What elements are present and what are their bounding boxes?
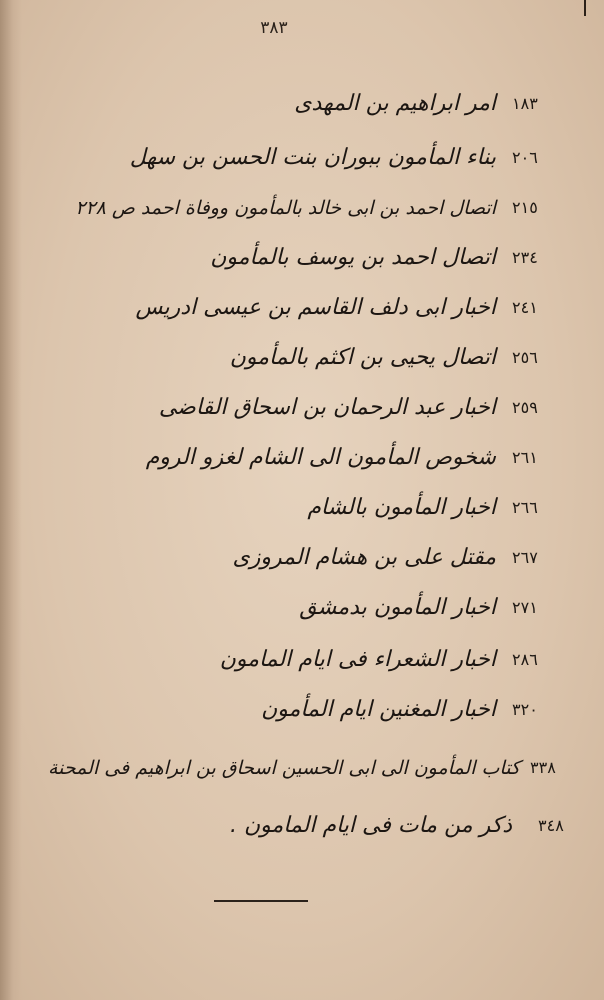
toc-entry-page: ٢٦٧ bbox=[512, 548, 538, 567]
toc-entry bbox=[0, 808, 604, 844]
toc-entry bbox=[0, 140, 604, 176]
toc-entry-title: ذكر من مات فى ايام المامون . bbox=[229, 813, 512, 838]
toc-entry-title: اتصال احمد بن ابى خالد بالمأمون ووفاة احمد ص ٢٢٨ bbox=[75, 197, 496, 219]
toc-entry bbox=[0, 692, 604, 728]
toc-entry-page: ٢٥٦ bbox=[512, 348, 538, 367]
toc-entry-title: اخبار ابى دلف القاسم بن عيسى ادريس bbox=[135, 295, 496, 320]
toc-entry-page: ٣٤٨ bbox=[538, 816, 564, 835]
toc-entry-page: ٢٧١ bbox=[512, 598, 538, 617]
toc-entry bbox=[0, 750, 604, 786]
toc-entry bbox=[0, 642, 604, 678]
toc-entry-title: مقتل على بن هشام المروزى bbox=[232, 545, 496, 570]
toc-entry bbox=[0, 540, 604, 576]
toc-entry-title: اخبار المأمون بدمشق bbox=[299, 595, 496, 620]
toc-entry-page: ٢٠٦ bbox=[512, 148, 538, 167]
toc-entry-title: اخبار عبد الرحمان بن اسحاق القاضى bbox=[158, 395, 496, 420]
toc-entry bbox=[0, 490, 604, 526]
toc-entry-title: اخبار المغنين ايام المأمون bbox=[261, 697, 496, 722]
toc-entry-title: امر ابراهيم بن المهدى bbox=[294, 91, 496, 116]
toc-entry-page: ٢٣٤ bbox=[512, 248, 538, 267]
toc-entry bbox=[0, 590, 604, 626]
toc-entry-page: ٢٤١ bbox=[512, 298, 538, 317]
toc-entry bbox=[0, 240, 604, 276]
page-number: ٣٨٣ bbox=[260, 18, 288, 38]
toc-entry-title: كتاب المأمون الى ابى الحسين اسحاق بن ابراهيم فى المحنة bbox=[47, 757, 520, 779]
toc-entry-title: بناء المأمون ببوران بنت الحسن بن سهل bbox=[129, 145, 496, 170]
toc-entry-page: ٢٨٦ bbox=[512, 650, 538, 669]
toc-entry-title: اتصال يحيى بن اكثم بالمأمون bbox=[229, 345, 496, 370]
toc-entry-page: ٢١٥ bbox=[512, 198, 538, 217]
toc-entry-page: ٢٥٩ bbox=[512, 398, 538, 417]
toc-entry-title: اخبار المأمون بالشام bbox=[307, 495, 496, 520]
toc-entry-page: ٣٢٠ bbox=[512, 700, 538, 719]
toc-entry bbox=[0, 390, 604, 426]
toc-entry bbox=[0, 340, 604, 376]
toc-entry-page: ١٨٣ bbox=[512, 94, 538, 113]
toc-entry bbox=[0, 290, 604, 326]
toc-entry-page: ٣٣٨ bbox=[530, 758, 556, 777]
closing-rule bbox=[214, 900, 308, 902]
toc-entry-title: اتصال احمد بن يوسف بالمأمون bbox=[210, 245, 496, 270]
toc-entry bbox=[0, 86, 604, 122]
toc-entry-title: شخوص المأمون الى الشام لغزو الروم bbox=[145, 445, 496, 470]
toc-entry bbox=[0, 190, 604, 226]
toc-entry-title: اخبار الشعراء فى ايام المامون bbox=[219, 647, 496, 672]
toc-entry bbox=[0, 440, 604, 476]
toc-entry-page: ٢٦٦ bbox=[512, 498, 538, 517]
toc-entry-page: ٢٦١ bbox=[512, 448, 538, 467]
